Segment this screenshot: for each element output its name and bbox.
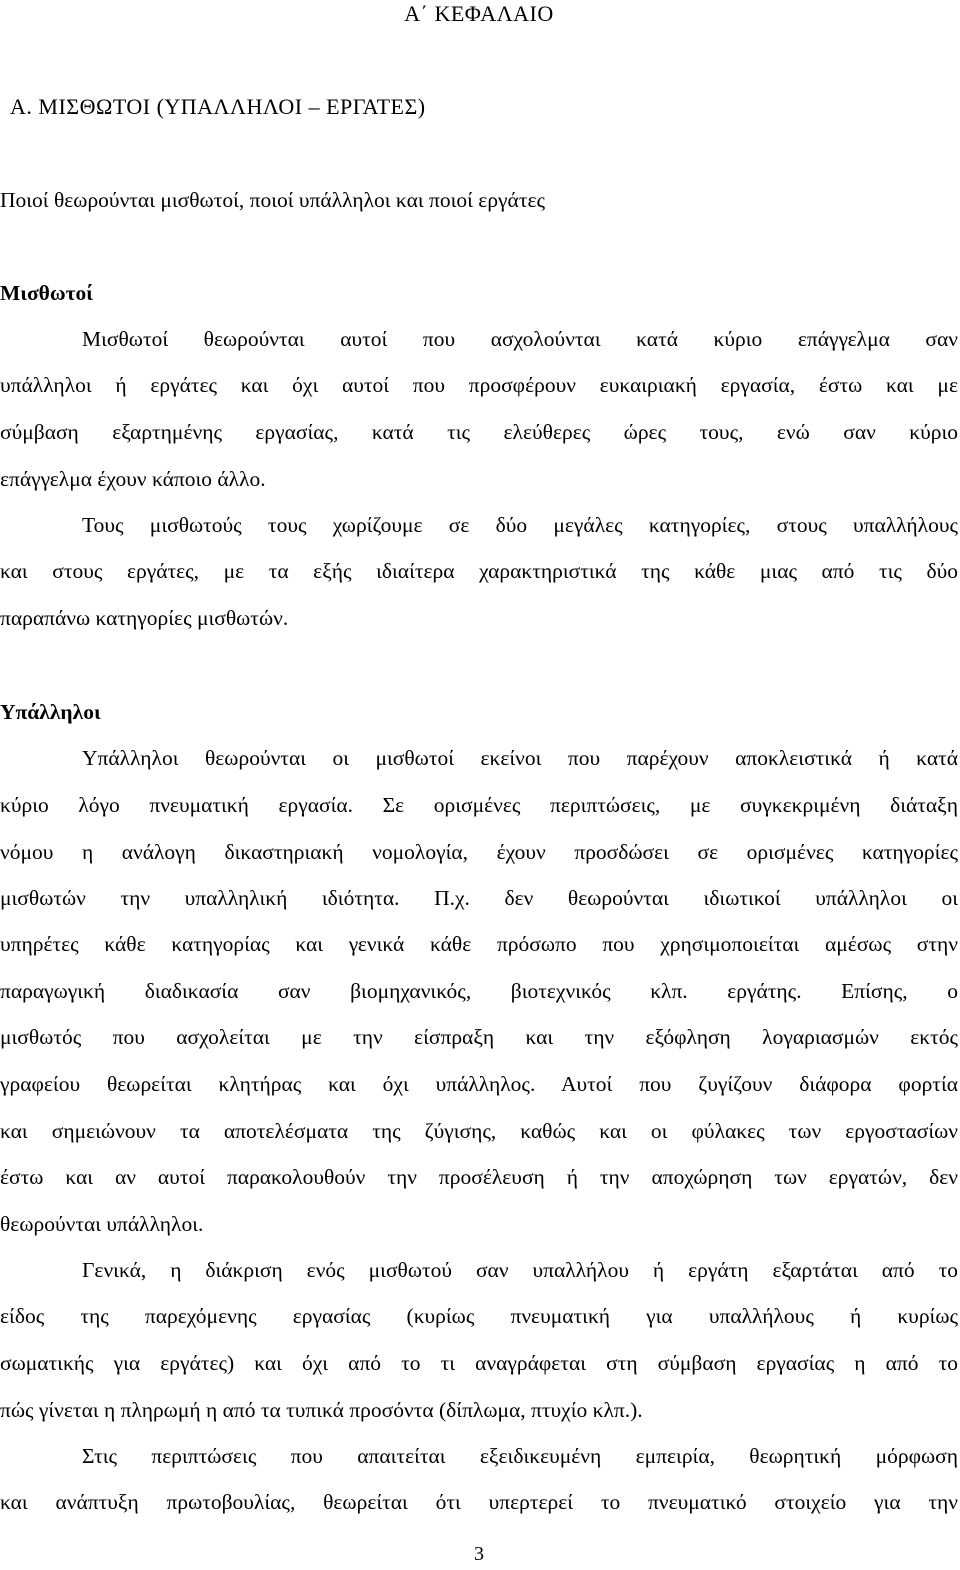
chapter-title: Α΄ ΚΕΦΑΛΑΙΟ — [404, 1, 554, 26]
paragraph-line: επάγγελμα έχουν κάποιο άλλο. — [0, 467, 266, 491]
paragraph-line: Γενικά, η διάκριση ενός μισθωτού σαν υπαλλήλου ή εργάτη εξαρτάται από το — [82, 1258, 958, 1282]
paragraph-line: πώς γίνεται η πληρωμή η από τα τυπικά προσόντα (δίπλωμα, πτυχίο κλπ.). — [0, 1398, 643, 1422]
paragraph-line: υπάλληλοι ή εργάτες και όχι αυτοί που προσφέρουν ευκαιριακή εργασία, έστω και με — [0, 373, 958, 397]
paragraph-line: Υπάλληλοι θεωρούνται οι μισθωτοί εκείνοι που παρέχουν αποκλειστικά ή κατά — [82, 746, 958, 770]
section-title: Α. ΜΙΣΘΩΤΟΙ (ΥΠΑΛΛΗΛΟΙ – ΕΡΓΑΤΕΣ) — [10, 94, 426, 119]
paragraph-line: παραπάνω κατηγορίες μισθωτών. — [0, 606, 289, 630]
paragraph-line: είδος της παρεχόμενης εργασίας (κυρίως πνευματική για υπαλλήλους ή κυρίως — [0, 1304, 958, 1328]
paragraph-line: και στους εργάτες, με τα εξής ιδιαίτερα χαρακτηριστικά της κάθε μιας από τις δύο — [0, 559, 958, 583]
paragraph-line: παραγωγική διαδικασία σαν βιομηχανικός, βιοτεχνικός κλπ. εργάτης. Επίσης, ο — [0, 979, 958, 1003]
misthotoi-heading: Μισθωτοί — [0, 281, 93, 305]
paragraph-line: κύριο λόγο πνευματική εργασία. Σε ορισμένες περιπτώσεις, με συγκεκριμένη διάταξη — [0, 793, 958, 817]
paragraph-line: Στις περιπτώσεις που απαιτείται εξειδικευμένη εμπειρία, θεωρητική μόρφωση — [82, 1444, 958, 1468]
paragraph-line: υπηρέτες κάθε κατηγορίας και γενικά κάθε πρόσωπο που χρησιμοποιείται αμέσως στην — [0, 932, 958, 956]
paragraph-line: μισθωτός που ασχολείται με την είσπραξη και την εξόφληση λογαριασμών εκτός — [0, 1025, 958, 1049]
paragraph-line: θεωρούνται υπάλληλοι. — [0, 1212, 204, 1236]
paragraph-line: νόμου η ανάλογη δικαστηριακή νομολογία, έχουν προσδώσει σε ορισμένες κατηγορίες — [0, 840, 958, 864]
paragraph-line: μισθωτών την υπαλληλική ιδιότητα. Π.χ. δεν θεωρούνται ιδιωτικοί υπάλληλοι οι — [0, 886, 958, 910]
ypalliloi-heading: Υπάλληλοι — [0, 700, 101, 724]
paragraph-line: και σημειώνουν τα αποτελέσματα της ζύγισης, καθώς και οι φύλακες των εργοστασίων — [0, 1119, 958, 1143]
paragraph-line: Μισθωτοί θεωρούνται αυτοί που ασχολούνται κατά κύριο επάγγελμα σαν — [82, 327, 958, 351]
paragraph-line: Τους μισθωτούς τους χωρίζουμε σε δύο μεγάλες κατηγορίες, στους υπαλλήλους — [82, 513, 958, 537]
paragraph-line: σωματικής για εργάτες) και όχι από το τι αναγράφεται στη σύμβαση εργασίας η από το — [0, 1351, 958, 1375]
paragraph-line: γραφείου θεωρείται κλητήρας και όχι υπάλληλος. Αυτοί που ζυγίζουν διάφορα φορτία — [0, 1072, 958, 1096]
paragraph-line: έστω και αν αυτοί παρακολουθούν την προσέλευση ή την αποχώρηση των εργατών, δεν — [0, 1165, 958, 1189]
paragraph-line: και ανάπτυξη πρωτοβουλίας, θεωρείται ότι υπερτερεί το πνευματικό στοιχείο για την — [0, 1490, 958, 1514]
intro-question: Ποιοί θεωρούνται μισθωτοί, ποιοί υπάλληλοι και ποιοί εργάτες — [0, 188, 546, 212]
paragraph-line: σύμβαση εξαρτημένης εργασίας, κατά τις ελεύθερες ώρες τους, ενώ σαν κύριο — [0, 420, 958, 444]
page-number: 3 — [474, 1543, 484, 1565]
